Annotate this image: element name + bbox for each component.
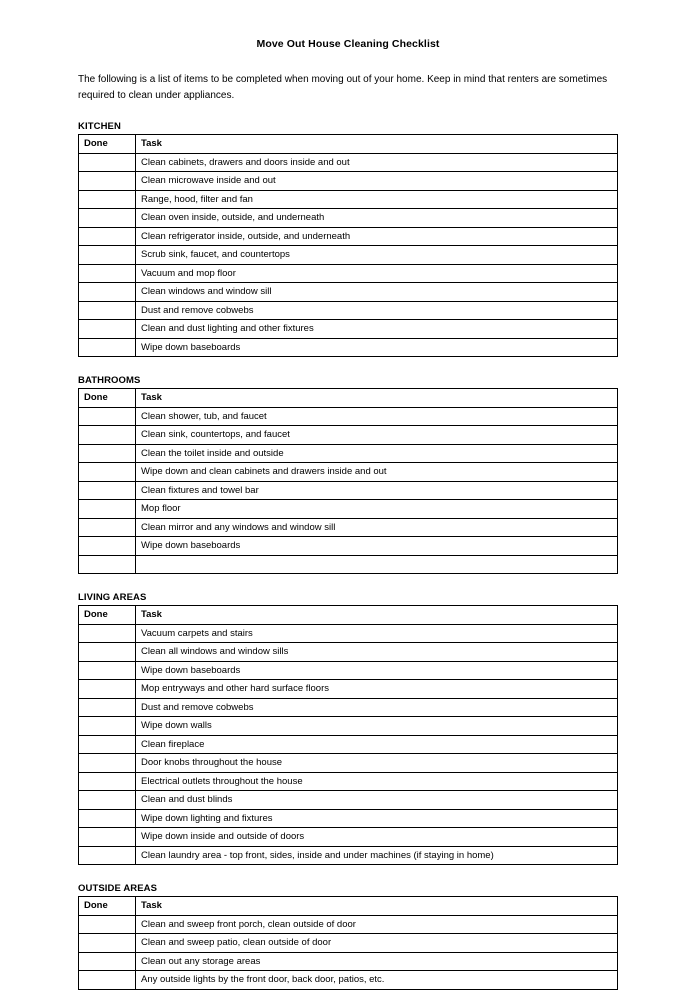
done-checkbox-cell[interactable] xyxy=(79,809,136,828)
intro-paragraph: The following is a list of items to be completed when moving out of your home. Keep in mind that renters are sometimes required to clean under appliances. xyxy=(78,74,608,101)
task-cell: Vacuum carpets and stairs xyxy=(136,624,618,643)
table-row xyxy=(79,264,618,283)
table-row xyxy=(79,828,618,847)
table-row xyxy=(79,444,618,463)
done-checkbox-cell[interactable] xyxy=(79,190,136,209)
task-cell: Dust and remove cobwebs xyxy=(136,301,618,320)
column-header-task: Task xyxy=(136,135,618,154)
table-row xyxy=(79,934,618,953)
checklist-table xyxy=(78,896,618,990)
done-checkbox-cell[interactable] xyxy=(79,426,136,445)
task-cell: Clean refrigerator inside, outside, and underneath xyxy=(136,227,618,246)
done-checkbox-cell[interactable] xyxy=(79,791,136,810)
checklist-section xyxy=(78,121,618,357)
task-cell: Clean oven inside, outside, and underneath xyxy=(136,209,618,228)
task-cell: Wipe down baseboards xyxy=(136,537,618,556)
table-row xyxy=(79,227,618,246)
table-header-row xyxy=(79,897,618,916)
done-checkbox-cell[interactable] xyxy=(79,698,136,717)
done-checkbox-cell[interactable] xyxy=(79,915,136,934)
done-checkbox-cell[interactable] xyxy=(79,555,136,574)
table-row xyxy=(79,952,618,971)
column-header-done: Done xyxy=(79,389,136,408)
column-header-done: Done xyxy=(79,606,136,625)
done-checkbox-cell[interactable] xyxy=(79,661,136,680)
table-row xyxy=(79,463,618,482)
section-heading: LIVING AREAS xyxy=(78,592,147,603)
task-cell: Clean fireplace xyxy=(136,735,618,754)
task-cell: Any outside lights by the front door, back door, patios, etc. xyxy=(136,971,618,990)
column-header-done: Done xyxy=(79,135,136,154)
table-row xyxy=(79,915,618,934)
done-checkbox-cell[interactable] xyxy=(79,754,136,773)
table-row xyxy=(79,518,618,537)
table-row xyxy=(79,500,618,519)
task-cell: Clean and dust lighting and other fixtures xyxy=(136,320,618,339)
done-checkbox-cell[interactable] xyxy=(79,209,136,228)
table-row xyxy=(79,791,618,810)
done-checkbox-cell[interactable] xyxy=(79,301,136,320)
table-row xyxy=(79,481,618,500)
table-row xyxy=(79,809,618,828)
done-checkbox-cell[interactable] xyxy=(79,338,136,357)
done-checkbox-cell[interactable] xyxy=(79,680,136,699)
table-row xyxy=(79,153,618,172)
done-checkbox-cell[interactable] xyxy=(79,246,136,265)
checklist-section xyxy=(78,375,618,574)
task-cell: Clean windows and window sill xyxy=(136,283,618,302)
done-checkbox-cell[interactable] xyxy=(79,537,136,556)
task-cell: Mop entryways and other hard surface floors xyxy=(136,680,618,699)
table-row xyxy=(79,643,618,662)
task-cell: Wipe down baseboards xyxy=(136,661,618,680)
done-checkbox-cell[interactable] xyxy=(79,444,136,463)
done-checkbox-cell[interactable] xyxy=(79,971,136,990)
section-heading: BATHROOMS xyxy=(78,375,141,386)
done-checkbox-cell[interactable] xyxy=(79,153,136,172)
task-cell: Dust and remove cobwebs xyxy=(136,698,618,717)
column-header-task: Task xyxy=(136,897,618,916)
table-row xyxy=(79,209,618,228)
table-row xyxy=(79,772,618,791)
checklist-section xyxy=(78,592,618,865)
table-row xyxy=(79,680,618,699)
column-header-task: Task xyxy=(136,389,618,408)
done-checkbox-cell[interactable] xyxy=(79,643,136,662)
done-checkbox-cell[interactable] xyxy=(79,320,136,339)
table-row-blank xyxy=(79,555,618,574)
table-row xyxy=(79,407,618,426)
task-cell-blank xyxy=(136,555,618,574)
table-row xyxy=(79,301,618,320)
table-header-row xyxy=(79,135,618,154)
done-checkbox-cell[interactable] xyxy=(79,481,136,500)
column-header-task: Task xyxy=(136,606,618,625)
checklist-sections xyxy=(78,121,618,990)
task-cell: Wipe down and clean cabinets and drawers inside and out xyxy=(136,463,618,482)
checklist-table xyxy=(78,388,618,574)
table-row xyxy=(79,846,618,865)
page-title: Move Out House Cleaning Checklist xyxy=(256,38,440,50)
task-cell: Clean the toilet inside and outside xyxy=(136,444,618,463)
task-cell: Electrical outlets throughout the house xyxy=(136,772,618,791)
done-checkbox-cell[interactable] xyxy=(79,624,136,643)
checklist-section xyxy=(78,883,618,990)
table-row xyxy=(79,971,618,990)
task-cell: Clean and sweep front porch, clean outside of door xyxy=(136,915,618,934)
task-cell: Range, hood, filter and fan xyxy=(136,190,618,209)
done-checkbox-cell[interactable] xyxy=(79,518,136,537)
section-heading: OUTSIDE AREAS xyxy=(78,883,158,894)
task-cell: Clean sink, countertops, and faucet xyxy=(136,426,618,445)
checklist-table xyxy=(78,605,618,865)
task-cell: Clean mirror and any windows and window sill xyxy=(136,518,618,537)
done-checkbox-cell[interactable] xyxy=(79,952,136,971)
table-row xyxy=(79,624,618,643)
done-checkbox-cell[interactable] xyxy=(79,828,136,847)
table-header-row xyxy=(79,606,618,625)
done-checkbox-cell[interactable] xyxy=(79,772,136,791)
table-row xyxy=(79,172,618,191)
done-checkbox-cell[interactable] xyxy=(79,264,136,283)
table-row xyxy=(79,754,618,773)
table-row xyxy=(79,698,618,717)
task-cell: Clean and dust blinds xyxy=(136,791,618,810)
table-row xyxy=(79,320,618,339)
table-row xyxy=(79,246,618,265)
done-checkbox-cell[interactable] xyxy=(79,407,136,426)
task-cell: Wipe down walls xyxy=(136,717,618,736)
table-row xyxy=(79,717,618,736)
done-checkbox-cell[interactable] xyxy=(79,227,136,246)
task-cell: Door knobs throughout the house xyxy=(136,754,618,773)
task-cell: Clean all windows and window sills xyxy=(136,643,618,662)
done-checkbox-cell[interactable] xyxy=(79,846,136,865)
task-cell: Clean microwave inside and out xyxy=(136,172,618,191)
task-cell: Scrub sink, faucet, and countertops xyxy=(136,246,618,265)
task-cell: Vacuum and mop floor xyxy=(136,264,618,283)
checklist-table xyxy=(78,134,618,357)
done-checkbox-cell[interactable] xyxy=(79,283,136,302)
table-row xyxy=(79,661,618,680)
task-cell: Clean laundry area - top front, sides, inside and under machines (if staying in home) xyxy=(136,846,618,865)
task-cell: Clean out any storage areas xyxy=(136,952,618,971)
table-row xyxy=(79,338,618,357)
task-cell: Wipe down lighting and fixtures xyxy=(136,809,618,828)
task-cell: Wipe down baseboards xyxy=(136,338,618,357)
table-header-row xyxy=(79,389,618,408)
task-cell: Wipe down inside and outside of doors xyxy=(136,828,618,847)
task-cell: Mop floor xyxy=(136,500,618,519)
done-checkbox-cell[interactable] xyxy=(79,463,136,482)
task-cell: Clean cabinets, drawers and doors inside and out xyxy=(136,153,618,172)
table-row xyxy=(79,537,618,556)
table-row xyxy=(79,190,618,209)
done-checkbox-cell[interactable] xyxy=(79,735,136,754)
done-checkbox-cell[interactable] xyxy=(79,500,136,519)
table-row xyxy=(79,735,618,754)
column-header-done: Done xyxy=(79,897,136,916)
task-cell: Clean shower, tub, and faucet xyxy=(136,407,618,426)
task-cell: Clean and sweep patio, clean outside of door xyxy=(136,934,618,953)
done-checkbox-cell[interactable] xyxy=(79,172,136,191)
done-checkbox-cell[interactable] xyxy=(79,717,136,736)
section-heading: KITCHEN xyxy=(78,121,121,132)
table-row xyxy=(79,426,618,445)
task-cell: Clean fixtures and towel bar xyxy=(136,481,618,500)
table-row xyxy=(79,283,618,302)
done-checkbox-cell[interactable] xyxy=(79,934,136,953)
